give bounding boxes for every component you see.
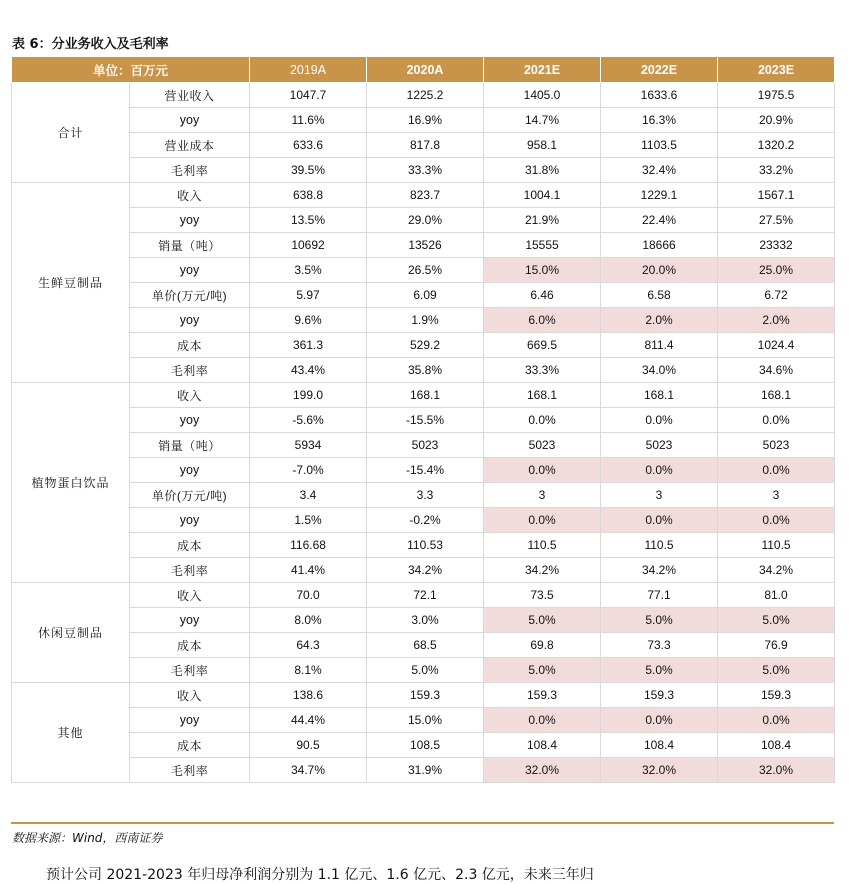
year-header: 2019A [250, 57, 367, 83]
value-cell: 13.5% [250, 208, 367, 233]
value-cell: 3.5% [250, 258, 367, 283]
value-cell: 168.1 [367, 383, 484, 408]
value-cell: 69.8 [484, 633, 601, 658]
value-cell: 43.4% [250, 358, 367, 383]
table-row [12, 508, 835, 533]
value-cell: -15.5% [367, 408, 484, 433]
table-row [12, 708, 835, 733]
table-row [12, 758, 835, 783]
unit-header: 单位：百万元 [12, 57, 250, 83]
value-cell: 18666 [601, 233, 718, 258]
value-cell: 16.9% [367, 108, 484, 133]
value-cell: 958.1 [484, 133, 601, 158]
value-cell: 5.0% [718, 658, 835, 683]
value-cell: 1405.0 [484, 83, 601, 108]
table-row [12, 433, 835, 458]
value-cell: 16.3% [601, 108, 718, 133]
value-cell: 110.5 [484, 533, 601, 558]
table-row [12, 133, 835, 158]
value-cell: 5023 [718, 433, 835, 458]
value-cell: 159.3 [367, 683, 484, 708]
metric-label-cell: 毛利率 [130, 158, 250, 183]
metric-label-cell: yoy [130, 458, 250, 483]
value-cell: 5.0% [718, 608, 835, 633]
metric-label-cell: 收入 [130, 583, 250, 608]
value-cell: 108.4 [484, 733, 601, 758]
value-cell: 0.0% [718, 408, 835, 433]
value-cell: 34.2% [601, 558, 718, 583]
table-bottom-rule [11, 822, 834, 824]
value-cell: 1320.2 [718, 133, 835, 158]
value-cell: -15.4% [367, 458, 484, 483]
value-cell: 20.9% [718, 108, 835, 133]
value-cell: 638.8 [250, 183, 367, 208]
value-cell: 8.0% [250, 608, 367, 633]
table-row [12, 733, 835, 758]
value-cell: 9.6% [250, 308, 367, 333]
value-cell: 108.5 [367, 733, 484, 758]
value-cell: 1567.1 [718, 183, 835, 208]
metric-label-cell: yoy [130, 308, 250, 333]
table-body [12, 83, 835, 783]
segment-name-cell: 其他 [12, 683, 130, 783]
value-cell: 22.4% [601, 208, 718, 233]
metric-label-cell: 营业成本 [130, 133, 250, 158]
metric-label-cell: 营业收入 [130, 83, 250, 108]
value-cell: 0.0% [601, 508, 718, 533]
value-cell: 1024.4 [718, 333, 835, 358]
value-cell: 8.1% [250, 658, 367, 683]
table-row [12, 483, 835, 508]
table-row [12, 83, 835, 108]
value-cell: 3 [718, 483, 835, 508]
value-cell: 0.0% [484, 408, 601, 433]
value-cell: 5.0% [484, 608, 601, 633]
value-cell: 3.0% [367, 608, 484, 633]
value-cell: 73.5 [484, 583, 601, 608]
value-cell: 159.3 [718, 683, 835, 708]
table-row [12, 658, 835, 683]
table-row [12, 558, 835, 583]
value-cell: 21.9% [484, 208, 601, 233]
table-row [12, 533, 835, 558]
value-cell: 3.4 [250, 483, 367, 508]
metric-label-cell: yoy [130, 608, 250, 633]
value-cell: 15.0% [367, 708, 484, 733]
value-cell: 199.0 [250, 383, 367, 408]
value-cell: 6.09 [367, 283, 484, 308]
value-cell: 0.0% [718, 708, 835, 733]
metric-label-cell: 毛利率 [130, 358, 250, 383]
year-header: 2020A [367, 57, 484, 83]
metric-label-cell: 单价(万元/吨) [130, 483, 250, 508]
value-cell: 1.5% [250, 508, 367, 533]
year-header: 2022E [601, 57, 718, 83]
value-cell: 5.0% [367, 658, 484, 683]
value-cell: 6.58 [601, 283, 718, 308]
table-row [12, 158, 835, 183]
year-header: 2023E [718, 57, 835, 83]
header-row [12, 57, 835, 83]
value-cell: 15555 [484, 233, 601, 258]
value-cell: 0.0% [484, 708, 601, 733]
value-cell: 34.2% [718, 558, 835, 583]
metric-label-cell: yoy [130, 208, 250, 233]
value-cell: 110.5 [718, 533, 835, 558]
value-cell: 110.5 [601, 533, 718, 558]
value-cell: 6.46 [484, 283, 601, 308]
value-cell: 32.0% [601, 758, 718, 783]
table-row [12, 258, 835, 283]
value-cell: 26.5% [367, 258, 484, 283]
metric-label-cell: 成本 [130, 333, 250, 358]
table-row [12, 183, 835, 208]
value-cell: 33.3% [367, 158, 484, 183]
value-cell: 0.0% [484, 508, 601, 533]
revenue-margin-table [11, 56, 835, 783]
value-cell: 168.1 [484, 383, 601, 408]
value-cell: 10692 [250, 233, 367, 258]
table-row [12, 583, 835, 608]
value-cell: 31.8% [484, 158, 601, 183]
value-cell: 2.0% [601, 308, 718, 333]
value-cell: 1225.2 [367, 83, 484, 108]
metric-label-cell: 收入 [130, 683, 250, 708]
metric-label-cell: 毛利率 [130, 558, 250, 583]
value-cell: 168.1 [601, 383, 718, 408]
value-cell: 669.5 [484, 333, 601, 358]
segment-name-cell: 合计 [12, 83, 130, 183]
value-cell: 5.0% [484, 658, 601, 683]
value-cell: 633.6 [250, 133, 367, 158]
value-cell: 31.9% [367, 758, 484, 783]
value-cell: 32.0% [718, 758, 835, 783]
value-cell: 5023 [601, 433, 718, 458]
value-cell: 361.3 [250, 333, 367, 358]
value-cell: 3 [484, 483, 601, 508]
table-row [12, 458, 835, 483]
table-row [12, 233, 835, 258]
value-cell: 25.0% [718, 258, 835, 283]
value-cell: 0.0% [484, 458, 601, 483]
table-row [12, 383, 835, 408]
value-cell: 0.0% [601, 458, 718, 483]
metric-label-cell: yoy [130, 508, 250, 533]
table-row [12, 633, 835, 658]
value-cell: 6.72 [718, 283, 835, 308]
value-cell: 34.2% [367, 558, 484, 583]
value-cell: 1975.5 [718, 83, 835, 108]
year-header: 2021E [484, 57, 601, 83]
value-cell: 811.4 [601, 333, 718, 358]
table-row [12, 283, 835, 308]
value-cell: 1633.6 [601, 83, 718, 108]
source-note: 数据来源：Wind，西南证券 [12, 831, 163, 845]
value-cell: 1047.7 [250, 83, 367, 108]
value-cell: 5.0% [601, 658, 718, 683]
value-cell: 41.4% [250, 558, 367, 583]
value-cell: 1.9% [367, 308, 484, 333]
value-cell: 34.2% [484, 558, 601, 583]
metric-label-cell: yoy [130, 258, 250, 283]
metric-label-cell: yoy [130, 408, 250, 433]
metric-label-cell: 成本 [130, 533, 250, 558]
value-cell: 116.68 [250, 533, 367, 558]
value-cell: 2.0% [718, 308, 835, 333]
value-cell: 1229.1 [601, 183, 718, 208]
metric-label-cell: 毛利率 [130, 658, 250, 683]
value-cell: 108.4 [601, 733, 718, 758]
value-cell: 29.0% [367, 208, 484, 233]
value-cell: -0.2% [367, 508, 484, 533]
value-cell: 27.5% [718, 208, 835, 233]
value-cell: 13526 [367, 233, 484, 258]
value-cell: 35.8% [367, 358, 484, 383]
value-cell: 0.0% [718, 458, 835, 483]
value-cell: 159.3 [601, 683, 718, 708]
value-cell: 110.53 [367, 533, 484, 558]
table-caption: 表 6：分业务收入及毛利率 [12, 37, 169, 52]
table-row [12, 108, 835, 133]
value-cell: 817.8 [367, 133, 484, 158]
metric-label-cell: 成本 [130, 733, 250, 758]
value-cell: 77.1 [601, 583, 718, 608]
metric-label-cell: 销量（吨） [130, 233, 250, 258]
value-cell: 32.0% [484, 758, 601, 783]
metric-label-cell: 收入 [130, 183, 250, 208]
value-cell: 81.0 [718, 583, 835, 608]
value-cell: 11.6% [250, 108, 367, 133]
value-cell: 34.0% [601, 358, 718, 383]
value-cell: 90.5 [250, 733, 367, 758]
value-cell: 3 [601, 483, 718, 508]
table-row [12, 208, 835, 233]
value-cell: 32.4% [601, 158, 718, 183]
metric-label-cell: 毛利率 [130, 758, 250, 783]
value-cell: 72.1 [367, 583, 484, 608]
value-cell: 159.3 [484, 683, 601, 708]
value-cell: 5023 [484, 433, 601, 458]
value-cell: 20.0% [601, 258, 718, 283]
value-cell: 1103.5 [601, 133, 718, 158]
value-cell: 34.7% [250, 758, 367, 783]
table-row [12, 358, 835, 383]
value-cell: 0.0% [601, 708, 718, 733]
body-paragraph: 预计公司 2021-2023 年归母净利润分别为 1.1 亿元、1.6 亿元、2.3 亿元，未来三年归 [46, 867, 594, 883]
segment-name-cell: 休闲豆制品 [12, 583, 130, 683]
value-cell: 70.0 [250, 583, 367, 608]
value-cell: 108.4 [718, 733, 835, 758]
value-cell: 76.9 [718, 633, 835, 658]
value-cell: -5.6% [250, 408, 367, 433]
table-row [12, 408, 835, 433]
table-row [12, 683, 835, 708]
value-cell: 3.3 [367, 483, 484, 508]
metric-label-cell: 销量（吨） [130, 433, 250, 458]
value-cell: 138.6 [250, 683, 367, 708]
value-cell: 68.5 [367, 633, 484, 658]
segment-name-cell: 植物蛋白饮品 [12, 383, 130, 583]
metric-label-cell: 单价(万元/吨) [130, 283, 250, 308]
value-cell: 33.3% [484, 358, 601, 383]
value-cell: 14.7% [484, 108, 601, 133]
value-cell: 168.1 [718, 383, 835, 408]
value-cell: 823.7 [367, 183, 484, 208]
value-cell: -7.0% [250, 458, 367, 483]
value-cell: 6.0% [484, 308, 601, 333]
value-cell: 39.5% [250, 158, 367, 183]
value-cell: 15.0% [484, 258, 601, 283]
value-cell: 34.6% [718, 358, 835, 383]
value-cell: 44.4% [250, 708, 367, 733]
segment-name-cell: 生鲜豆制品 [12, 183, 130, 383]
value-cell: 73.3 [601, 633, 718, 658]
value-cell: 5.0% [601, 608, 718, 633]
value-cell: 23332 [718, 233, 835, 258]
table-row [12, 333, 835, 358]
value-cell: 33.2% [718, 158, 835, 183]
value-cell: 5.97 [250, 283, 367, 308]
value-cell: 64.3 [250, 633, 367, 658]
value-cell: 0.0% [601, 408, 718, 433]
table-row [12, 308, 835, 333]
metric-label-cell: yoy [130, 108, 250, 133]
value-cell: 0.0% [718, 508, 835, 533]
metric-label-cell: 收入 [130, 383, 250, 408]
value-cell: 529.2 [367, 333, 484, 358]
value-cell: 5934 [250, 433, 367, 458]
value-cell: 5023 [367, 433, 484, 458]
table-row [12, 608, 835, 633]
metric-label-cell: yoy [130, 708, 250, 733]
value-cell: 1004.1 [484, 183, 601, 208]
metric-label-cell: 成本 [130, 633, 250, 658]
